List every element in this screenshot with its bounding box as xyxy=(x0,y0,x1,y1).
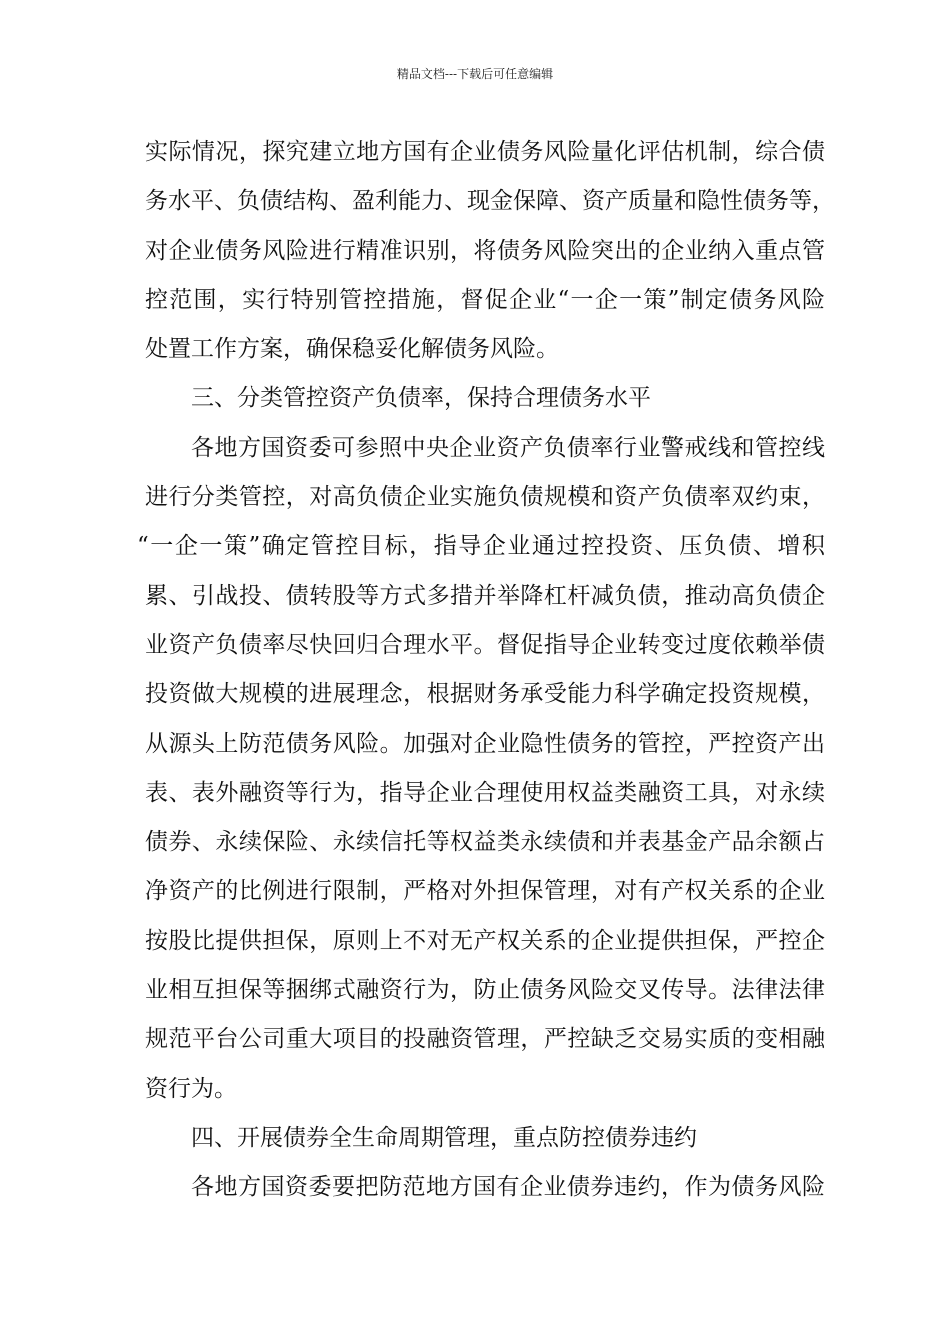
text-line: 净资产的比例进行限制，严格对外担保管理，对有产权关系的企业 xyxy=(145,878,825,905)
section-heading-3: 三、分类管控资产负债率，保持合理债务水平 xyxy=(191,385,651,412)
text-line: 务水平、负债结构、盈利能力、现金保障、资产质量和隐性债务等， xyxy=(145,188,835,215)
text-line: 按股比提供担保，原则上不对无产权关系的企业提供担保，严控企 xyxy=(145,927,825,954)
text-line: 从源头上防范债务风险。加强对企业隐性债务的管控，严控资产出 xyxy=(145,730,825,757)
text-line: 业相互担保等捆绑式融资行为，防止债务风险交叉传导。法律法律 xyxy=(145,977,825,1004)
text-line: 债券、永续保险、永续信托等权益类永续债和并表基金产品余额占 xyxy=(145,829,825,856)
text-line: 处置工作方案，确保稳妥化解债务风险。 xyxy=(145,336,559,363)
text-line: 业资产负债率尽快回归合理水平。督促指导企业转变过度依赖举债 xyxy=(145,631,825,658)
text-line: 控范围，实行特别管控措施，督促企业“一企一策”制定债务风险 xyxy=(145,286,825,313)
text-line: 累、引战投、债转股等方式多措并举降杠杆减负债，推动高负债企 xyxy=(145,582,825,609)
paragraph-start: 各地方国资委要把防范地方国有企业债券违约，作为债务风险 xyxy=(191,1174,825,1201)
text-line: 对企业债务风险进行精准识别，将债务风险突出的企业纳入重点管 xyxy=(145,237,825,264)
body-text xyxy=(137,132,835,1217)
paragraph-start: 各地方国资委可参照中央企业资产负债率行业警戒线和管控线 xyxy=(191,434,825,461)
text-line: 投资做大规模的进展理念，根据财务承受能力科学确定投资规模， xyxy=(145,681,825,708)
text-line: 规范平台公司重大项目的投融资管理，严控缺乏交易实质的变相融 xyxy=(145,1026,825,1053)
text-line: 进行分类管控，对高负债企业实施负债规模和资产负债率双约束， xyxy=(145,484,825,511)
text-line: “一企一策”确定管控目标，指导企业通过控投资、压负债、增积 xyxy=(137,533,825,560)
text-line: 资行为。 xyxy=(145,1075,237,1102)
text-line: 表、表外融资等行为，指导企业合理使用权益类融资工具，对永续 xyxy=(145,779,825,806)
page-header: 精品文档---下载后可任意编辑 xyxy=(396,67,554,81)
text-line: 实际情况，探究建立地方国有企业债务风险量化评估机制，综合债 xyxy=(145,139,825,165)
section-heading-4: 四、开展债券全生命周期管理，重点防控债券违约 xyxy=(191,1124,697,1151)
